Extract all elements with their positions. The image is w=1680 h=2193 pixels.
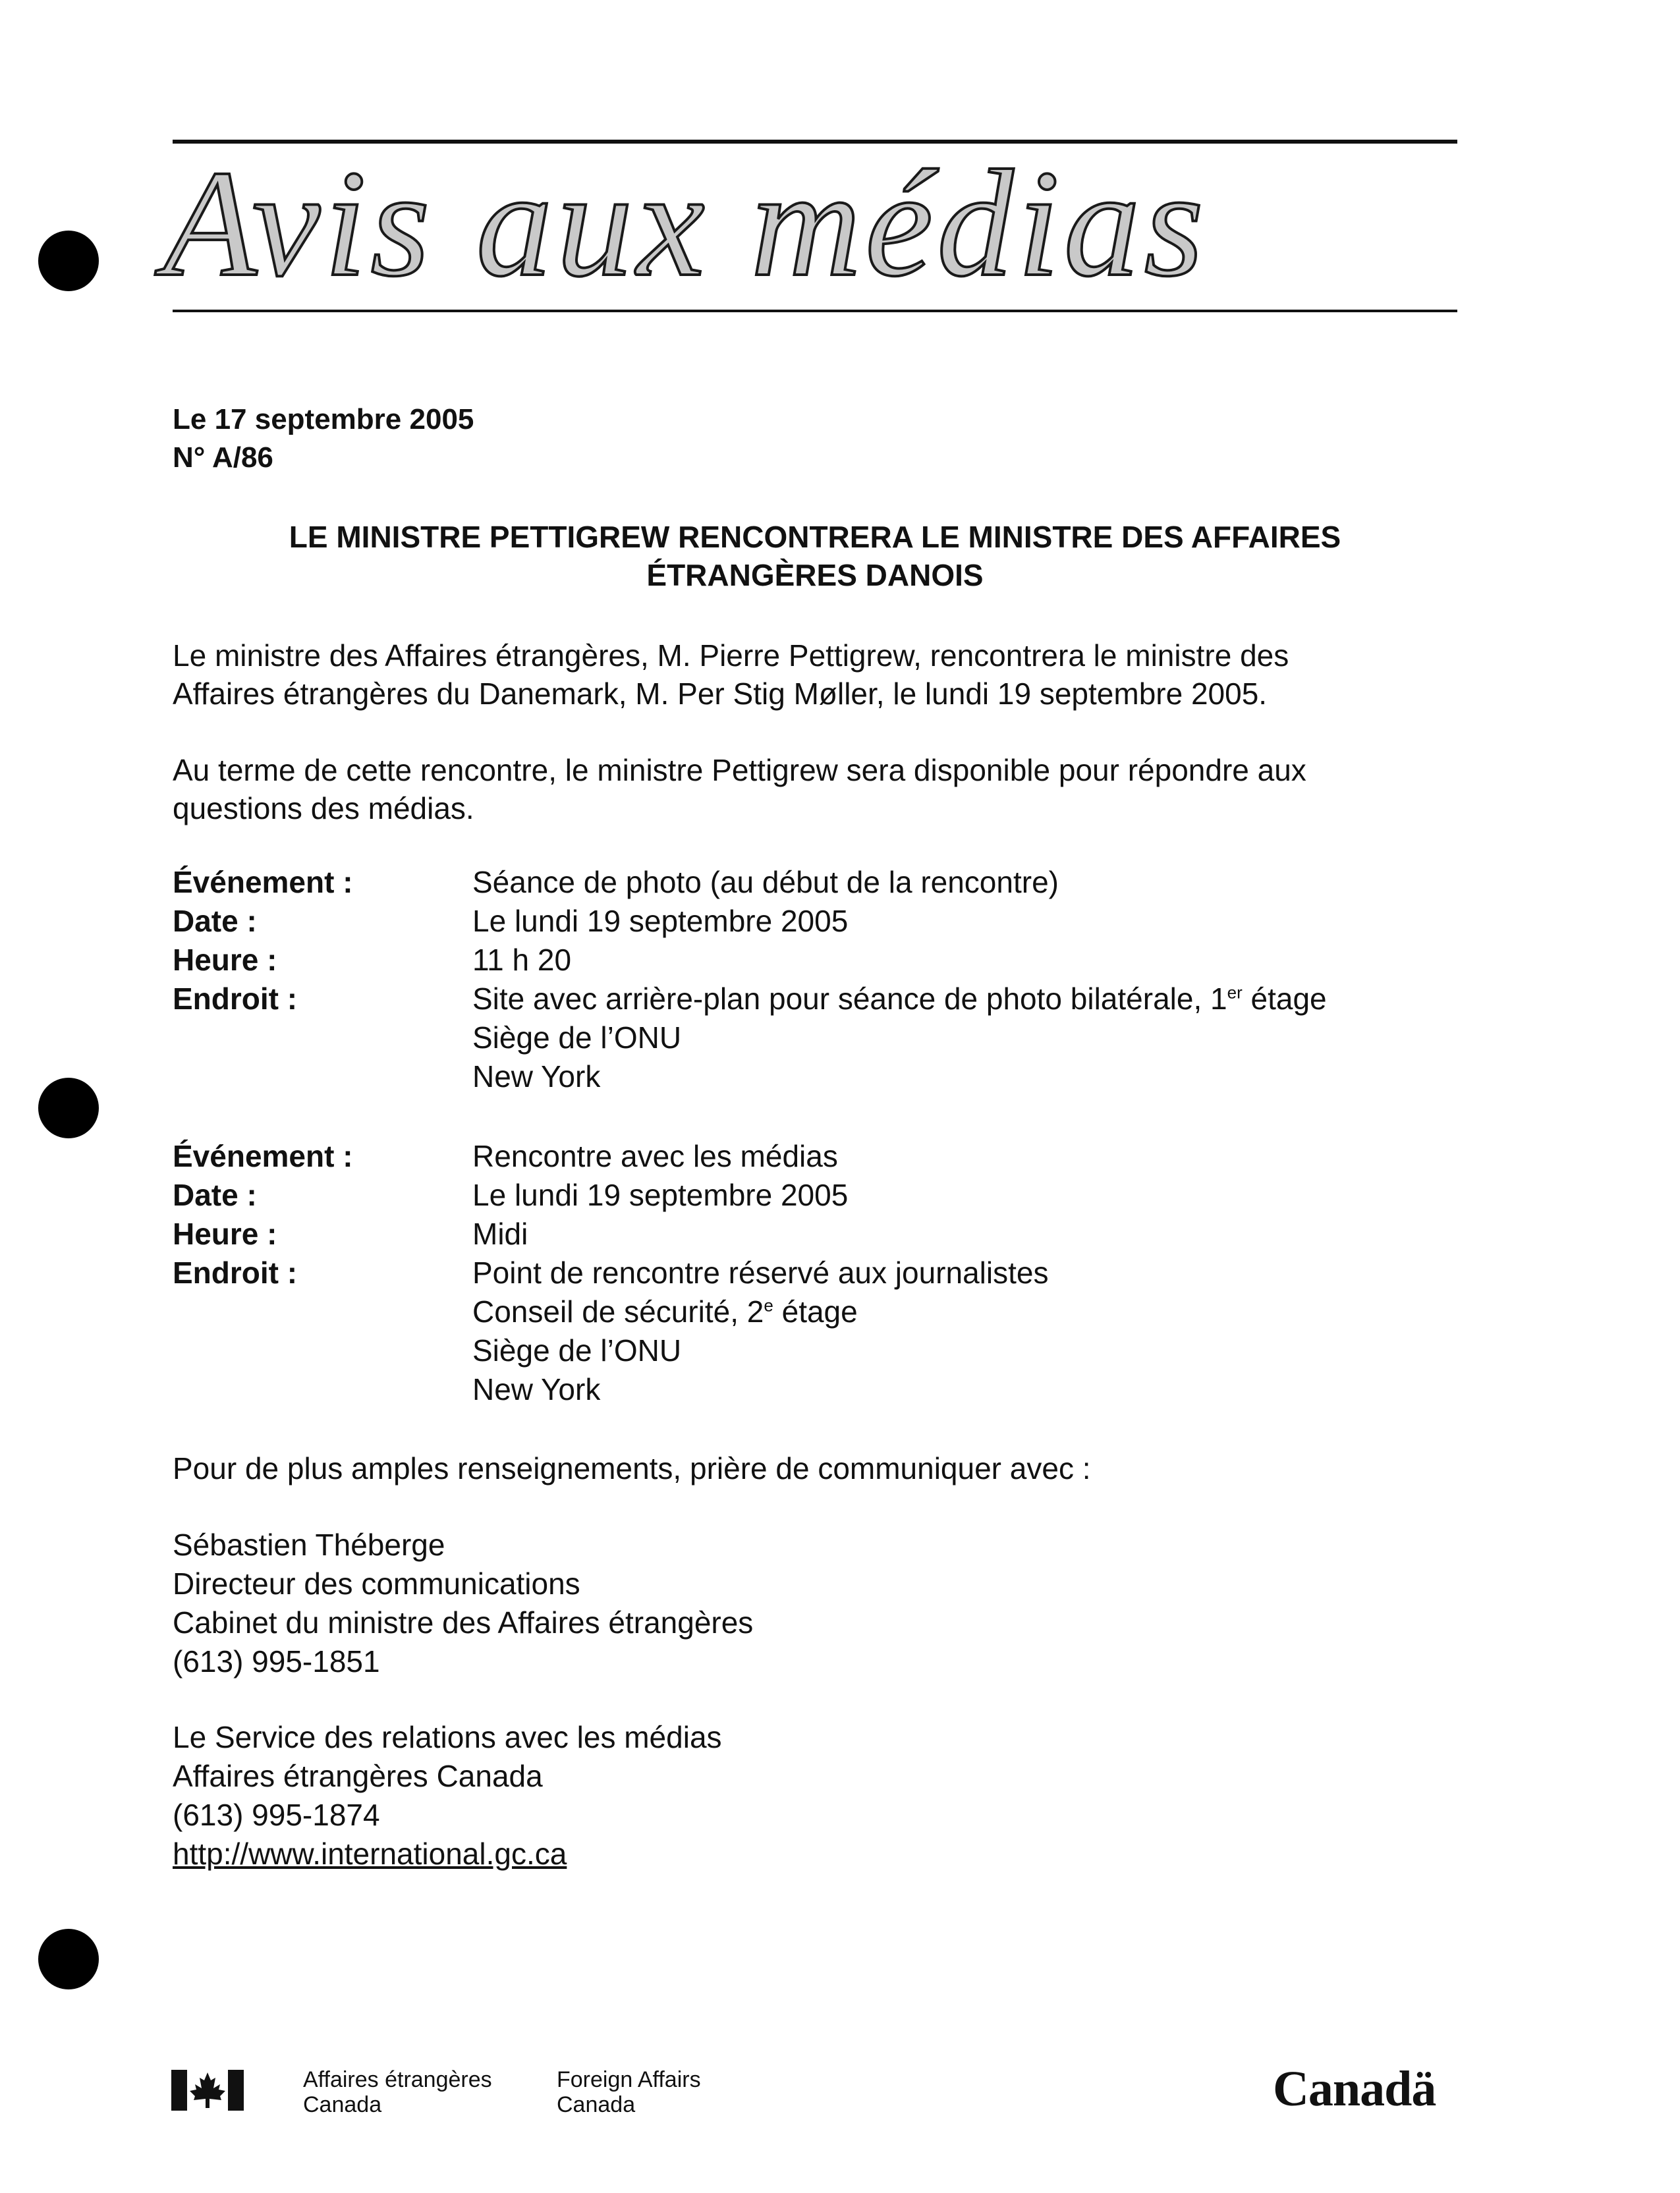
event-block-1 bbox=[173, 863, 1464, 1096]
event-1-row-event bbox=[173, 863, 1464, 902]
event-2-location-superscript: e bbox=[764, 1295, 773, 1316]
footer-fr-line-1: Affaires étrangères bbox=[303, 2067, 492, 2092]
canada-flag-symbol-icon bbox=[171, 2070, 244, 2111]
headline-line-1: LE MINISTRE PETTIGREW RENCONTRERA LE MINISTRE DES AFFAIRES bbox=[289, 520, 1341, 554]
punch-hole-middle bbox=[38, 1078, 99, 1138]
event-2-row-time bbox=[173, 1215, 1464, 1254]
flag-icon bbox=[171, 2070, 244, 2111]
notice-headline bbox=[173, 518, 1457, 594]
event-1-location-value bbox=[472, 980, 1464, 1096]
contacts-intro: Pour de plus amples renseignements, prière de communiquer avec : bbox=[173, 1451, 1091, 1485]
contact-service-url-link[interactable]: http://www.international.gc.ca bbox=[173, 1837, 567, 1871]
event-2-location-line-2 bbox=[472, 1292, 1464, 1331]
masthead-title: Avis aux médias bbox=[163, 139, 1208, 308]
footer-fr-line-2: Canada bbox=[303, 2092, 382, 2117]
event-1-location-line-1 bbox=[472, 980, 1464, 1018]
event-2-location-line-4: New York bbox=[472, 1372, 601, 1406]
notice-number: N° A/86 bbox=[173, 441, 273, 474]
contact-person-title: Directeur des communications bbox=[173, 1567, 580, 1601]
contact-person-phone: (613) 995-1851 bbox=[173, 1644, 380, 1679]
contact-person bbox=[173, 1526, 753, 1681]
paragraph-2-line-2: questions des médias. bbox=[173, 791, 474, 825]
masthead-bottom-rule bbox=[173, 310, 1457, 312]
time-label: Heure : bbox=[173, 1217, 277, 1251]
event-1-row-time bbox=[173, 941, 1464, 980]
event-1-date-value: Le lundi 19 septembre 2005 bbox=[472, 904, 849, 938]
event-2-location-line-2-text: Conseil de sécurité, 2 bbox=[472, 1294, 764, 1329]
event-1-location-superscript: er bbox=[1227, 982, 1243, 1003]
footer-en-line-2: Canada bbox=[557, 2092, 636, 2117]
event-1-time-value: 11 h 20 bbox=[472, 943, 572, 977]
event-1-location-line-2: Siège de l’ONU bbox=[472, 1020, 682, 1055]
punch-hole-bottom bbox=[38, 1929, 99, 1989]
notice-meta bbox=[173, 401, 474, 477]
paragraph-1-line-1: Le ministre des Affaires étrangères, M. Pierre Pettigrew, rencontrera le ministre des bbox=[173, 638, 1289, 673]
date-label: Date : bbox=[173, 904, 257, 938]
canada-wordmark: Canadä bbox=[1273, 2061, 1436, 2117]
contact-person-office: Cabinet du ministre des Affaires étrangères bbox=[173, 1605, 754, 1640]
event-1-row-location bbox=[173, 980, 1464, 1096]
event-2-row-location bbox=[173, 1254, 1464, 1409]
event-2-location-line-1: Point de rencontre réservé aux journalistes bbox=[472, 1256, 1049, 1290]
event-2-location-line-2-suffix: étage bbox=[773, 1294, 858, 1329]
location-label: Endroit : bbox=[173, 982, 298, 1016]
location-label: Endroit : bbox=[173, 1256, 298, 1290]
notice-date: Le 17 septembre 2005 bbox=[173, 403, 474, 435]
event-1-location-line-3: New York bbox=[472, 1059, 601, 1094]
contact-service-name: Le Service des relations avec les médias bbox=[173, 1720, 722, 1754]
event-2-row-date bbox=[173, 1176, 1464, 1215]
event-2-date-value: Le lundi 19 septembre 2005 bbox=[472, 1178, 849, 1212]
contact-service bbox=[173, 1718, 722, 1874]
paragraph-2-line-1: Au terme de cette rencontre, le ministre Pettigrew sera disponible pour répondre aux bbox=[173, 753, 1306, 787]
event-1-location-line-1-text: Site avec arrière-plan pour séance de photo bilatérale, 1 bbox=[472, 982, 1227, 1016]
footer-en-org bbox=[557, 2067, 701, 2117]
paragraph-1 bbox=[173, 636, 1464, 713]
event-1-row-date bbox=[173, 902, 1464, 941]
contact-service-phone: (613) 995-1874 bbox=[173, 1798, 380, 1832]
footer-en-line-1: Foreign Affairs bbox=[557, 2067, 701, 2092]
date-label: Date : bbox=[173, 1178, 257, 1212]
contact-service-org: Affaires étrangères Canada bbox=[173, 1759, 543, 1793]
event-2-time-value: Midi bbox=[472, 1217, 528, 1251]
event-2-event-value: Rencontre avec les médias bbox=[472, 1139, 838, 1173]
paragraph-2 bbox=[173, 751, 1464, 827]
contact-person-name: Sébastien Théberge bbox=[173, 1528, 445, 1562]
punch-hole-top bbox=[38, 231, 99, 291]
event-label: Événement : bbox=[173, 865, 353, 899]
event-block-2 bbox=[173, 1137, 1464, 1409]
event-label: Événement : bbox=[173, 1139, 353, 1173]
event-2-location-value bbox=[472, 1254, 1464, 1409]
time-label: Heure : bbox=[173, 943, 277, 977]
event-1-event-value: Séance de photo (au début de la rencontre) bbox=[472, 865, 1059, 899]
footer-fr-org bbox=[303, 2067, 492, 2117]
paragraph-1-line-2: Affaires étrangères du Danemark, M. Per Stig Møller, le lundi 19 septembre 2005. bbox=[173, 677, 1268, 711]
event-1-location-line-1-suffix: étage bbox=[1242, 982, 1327, 1016]
event-2-row-event bbox=[173, 1137, 1464, 1176]
headline-line-2: ÉTRANGÈRES DANOIS bbox=[646, 558, 984, 592]
event-2-location-line-3: Siège de l’ONU bbox=[472, 1333, 682, 1368]
